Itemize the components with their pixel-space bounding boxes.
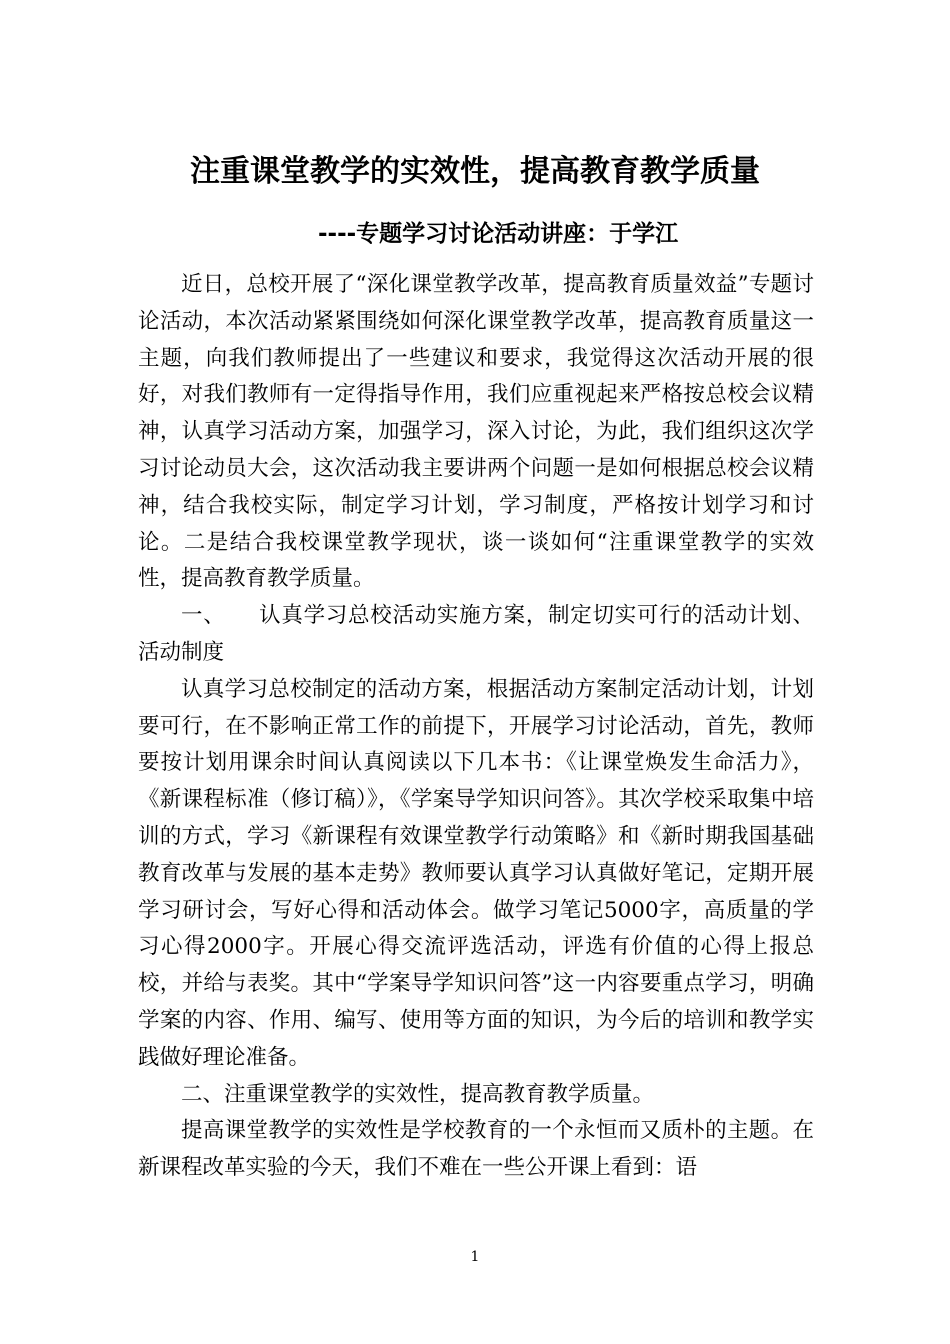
document-title: 注重课堂教学的实效性，提高教育教学质量 [190, 154, 760, 189]
paragraph-section-1: 认真学习总校制定的活动方案，根据活动方案制定活动计划，计划要可行，在不影响正常工作的前提下，开展学习讨论活动，首先，教师要按计划用课余时间认真阅读以下几本书：《让课堂焕发生命活力》，《新课程标准（修订稿）》，《学案导学知识问答》。其次学校采取集中培训的方式，学习《新课程有效课堂教学行动策略》和《新时期我国基础教育改革与发展的基本走势》教师要认真学习认真做好笔记，定期开展学习研讨会，写好心得和活动体会。做学习笔记5000字，高质量的学习心得2000字。开展心得交流评选活动，评选有价值的心得上报总校，并给与表奖。其中“学案导学知识问答”这一内容要重点学习，明确学案的内容、作用、编写、使用等方面的知识，为今后的培训和教学实践做好理论准备。 [138, 676, 814, 1070]
paragraph-section-2: 提高课堂教学的实效性是学校教育的一个永恒而又质朴的主题。在新课程改革实验的今天，我们不难在一些公开课上看到：语 [138, 1118, 814, 1181]
page-number: 1 [470, 1249, 480, 1265]
document-subtitle: ----专题学习讨论活动讲座：于学江 [318, 221, 679, 247]
paragraph-intro: 近日，总校开展了“深化课堂教学改革，提高教育质量效益”专题讨论活动，本次活动紧紧围绕如何深化课堂教学改革，提高教育质量这一主题，向我们教师提出了一些建议和要求，我觉得这次活动开展的很好，对我们教师有一定得指导作用，我们应重视起来严格按总校会议精神，认真学习活动方案，加强学习，深入讨论，为此，我们组织这次学习讨论动员大会，这次活动我主要讲两个问题一是如何根据总校会议精神，结合我校实际，制定学习计划，学习制度，严格按计划学习和讨论。二是结合我校课堂教学现状，谈一谈如何“注重课堂教学的实效性，提高教育教学质量。 [138, 272, 814, 592]
section-heading-2: 二、注重课堂教学的实效性，提高教育教学质量。 [181, 1081, 655, 1107]
section-heading-1: 一、 认真学习总校活动实施方案，制定切实可行的活动计划、活动制度 [138, 603, 814, 665]
document-body [138, 267, 814, 1187]
